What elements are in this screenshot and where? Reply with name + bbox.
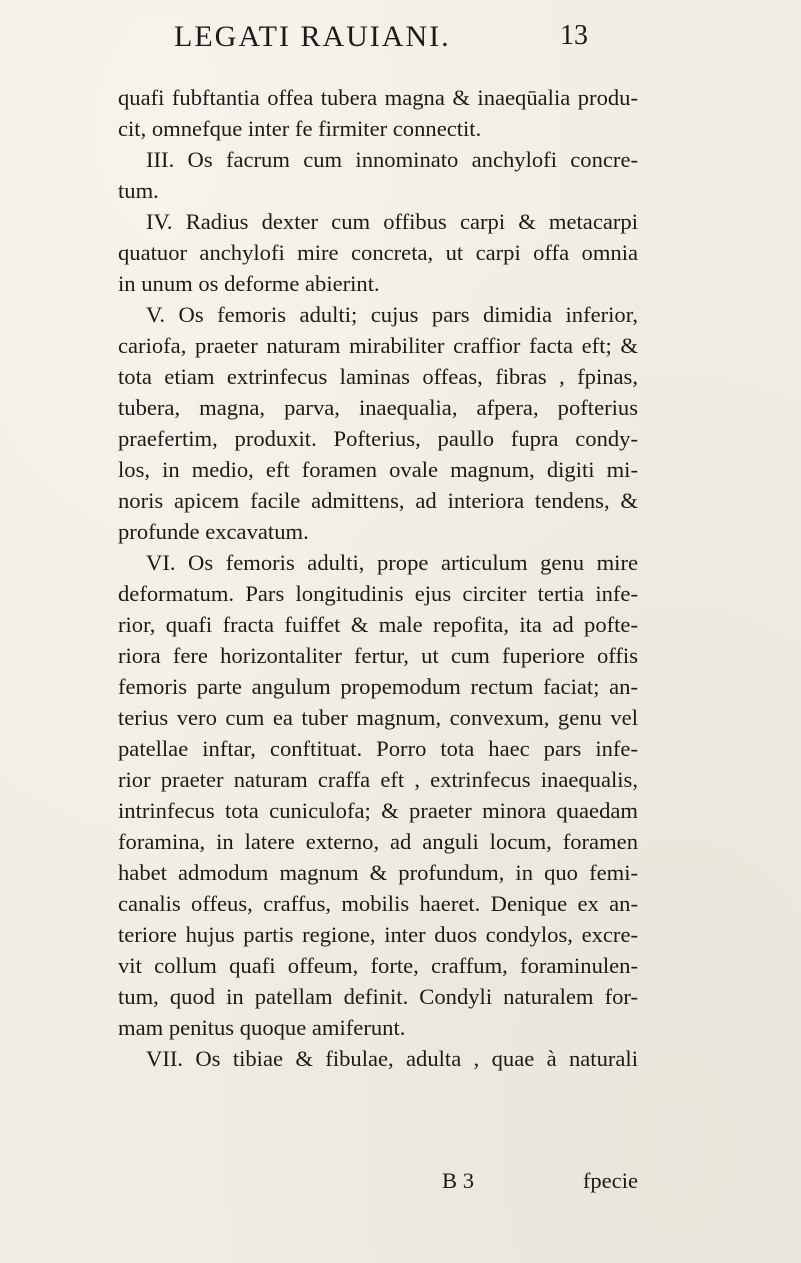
text-line: terius vero cum ea tuber magnum, convexum, genu vel [118,705,638,730]
text-line: teriore hujus partis regione, inter duos condylos, excre- [118,922,638,947]
body-text [118,82,638,1074]
text-line: IV. Radius dexter cum offibus carpi & metacarpi [146,209,638,234]
text-line: V. Os femoris adulti; cujus pars dimidia inferior, [146,302,638,327]
text-line: noris apicem facile admittens, ad interiora tendens, & [118,488,638,513]
text-line: tum. [118,178,159,203]
text-line: foramina, in latere externo, ad anguli locum, foramen [118,829,638,854]
text-line: tubera, magna, parva, inaequalia, afpera, pofterius [118,395,638,420]
catchword: fpecie [582,1168,638,1193]
text-line: vit collum quafi offeum, forte, craffum, foraminulen- [118,953,638,978]
text-line: VI. Os femoris adulti, prope articulum genu mire [146,550,638,575]
page-number: 13 [560,20,588,51]
text-line: tum, quod in patellam definit. Condyli naturalem for- [118,984,638,1009]
text-line: deformatum. Pars longitudinis ejus circiter tertia infe- [118,581,638,606]
text-line: cit, omnefque inter fe firmiter connectit. [118,116,482,141]
text-line: los, in medio, eft foramen ovale magnum, digiti mi- [118,457,638,482]
text-line: rior praeter naturam craffa eft , extrinfecus inaequalis, [118,767,638,792]
text-line: quatuor anchylofi mire concreta, ut carpi offa omnia [118,240,638,265]
text-line: tota etiam extrinfecus laminas offeas, fibras , fpinas, [118,364,638,389]
text-line: intrinfecus tota cuniculofa; & praeter minora quaedam [118,798,638,823]
text-line: riora fere horizontaliter fertur, ut cum fuperiore offis [118,643,638,668]
page-footer [118,1165,638,1196]
signature-mark: B 3 [442,1168,475,1193]
text-line: mam penitus quoque amiferunt. [118,1015,406,1040]
text-line: in unum os deforme abierint. [118,271,380,296]
text-line: cariofa, praeter naturam mirabiliter craffior facta eft; & [118,333,638,358]
text-line: canalis offeus, craffus, mobilis haeret. Denique ex an- [118,891,638,916]
text-line: femoris parte angulum propemodum rectum faciat; an- [118,674,638,699]
text-line: quafi fubftantia offea tubera magna & inaeqūalia produ- [118,85,638,110]
text-line: rior, quafi fracta fuiffet & male repofita, ita ad pofte- [118,612,638,637]
running-head [0,20,801,60]
text-line: III. Os facrum cum innominato anchylofi concre- [146,147,638,172]
running-head-title: LEGATI RAUIANI. [174,20,451,53]
text-line: habet admodum magnum & profundum, in quo femi- [118,860,638,885]
text-line: VII. Os tibiae & fibulae, adulta , quae à naturali [146,1046,638,1071]
text-line: praefertim, produxit. Pofterius, paullo fupra condy- [118,426,638,451]
text-line: patellae inftar, conftituat. Porro tota haec pars infe- [118,736,638,761]
text-line: profunde excavatum. [118,519,309,544]
